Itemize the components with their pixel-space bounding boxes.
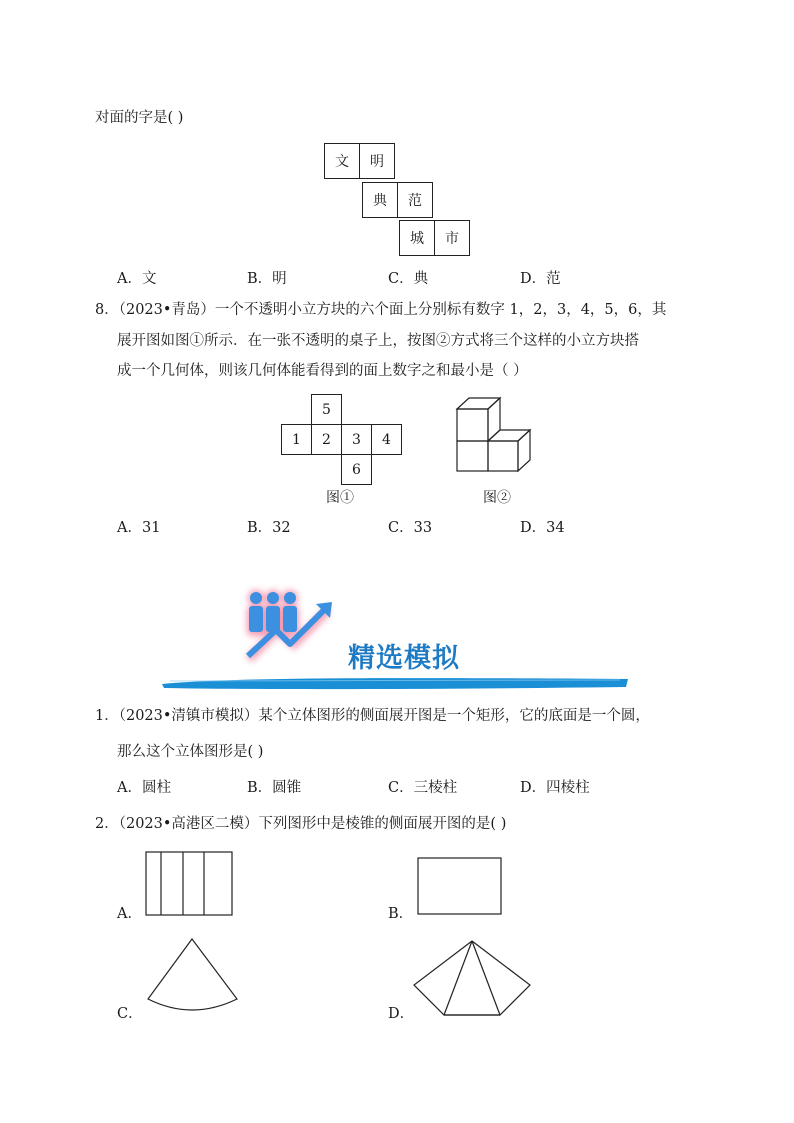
q7-net-cell: 城 bbox=[399, 220, 435, 256]
q7-option-a: A．文 bbox=[117, 271, 157, 287]
q7-net-cell: 范 bbox=[397, 182, 433, 218]
s1-text-line1: 1．（2023•清镇市模拟）某个立体图形的侧面展开图是一个矩形，它的底面是一个圆， bbox=[95, 708, 650, 724]
s2-option-a-figure bbox=[145, 851, 235, 917]
banner-people-arrow-icon bbox=[238, 586, 338, 666]
q8-figure1-caption: 图① bbox=[326, 490, 354, 506]
banner-brush-stripe bbox=[160, 674, 630, 694]
s1-option-c: C．三棱柱 bbox=[388, 780, 458, 796]
q8-option-b: B．32 bbox=[247, 520, 291, 536]
s1-text-line2: 那么这个立体图形是( ) bbox=[117, 744, 264, 760]
s1-option-d: D．四棱柱 bbox=[520, 780, 590, 796]
q8-net-cell: 6 bbox=[341, 454, 372, 485]
q8-text-line3: 成一个几何体，则该几何体能看得到的面上数字之和最小是（ ） bbox=[117, 363, 528, 379]
q7-option-c: C．典 bbox=[388, 271, 429, 287]
q8-net-cell: 3 bbox=[341, 424, 372, 455]
s2-option-c-figure bbox=[142, 937, 242, 1017]
s2-option-a-label: A． bbox=[117, 906, 142, 922]
q8-figure2-stacked-cubes bbox=[450, 396, 540, 476]
q7-net-cell: 市 bbox=[434, 220, 470, 256]
q7-option-b: B．明 bbox=[247, 271, 287, 287]
q8-figure2-caption: 图② bbox=[483, 490, 511, 506]
q7-net-cell: 文 bbox=[324, 143, 360, 179]
q8-option-a: A．31 bbox=[117, 520, 161, 536]
q8-option-c: C．33 bbox=[388, 520, 433, 536]
q8-net-cell: 5 bbox=[311, 394, 342, 425]
s1-option-b: B．圆锥 bbox=[247, 780, 302, 796]
s2-option-b-figure bbox=[417, 857, 503, 917]
q8-net-cell: 1 bbox=[281, 424, 312, 455]
q8-option-d: D．34 bbox=[520, 520, 565, 536]
s2-option-d-figure bbox=[412, 939, 542, 1021]
s2-option-d-label: D． bbox=[388, 1006, 415, 1022]
q7-option-d: D．范 bbox=[520, 271, 561, 287]
q8-net-cell: 4 bbox=[371, 424, 402, 455]
q8-text-line1: 8．（2023•青岛）一个不透明小立方块的六个面上分别标有数字 1，2，3，4，5，6，其 bbox=[95, 302, 667, 318]
q8-net-cell: 2 bbox=[311, 424, 342, 455]
q8-text-line2: 展开图如图①所示．在一张不透明的桌子上，按图②方式将三个这样的小立方块搭 bbox=[117, 333, 639, 349]
q7-net-cell: 典 bbox=[362, 182, 398, 218]
section-title: 精选模拟 bbox=[348, 643, 460, 674]
s1-option-a: A．圆柱 bbox=[117, 780, 171, 796]
q7-text: 对面的字是( ) bbox=[95, 110, 184, 126]
q7-net-cell: 明 bbox=[359, 143, 395, 179]
s2-option-c-label: C． bbox=[117, 1006, 143, 1022]
s2-text-line1: 2．（2023•高港区二模）下列图形中是棱锥的侧面展开图的是( ) bbox=[95, 816, 507, 832]
s2-option-b-label: B． bbox=[388, 906, 414, 922]
